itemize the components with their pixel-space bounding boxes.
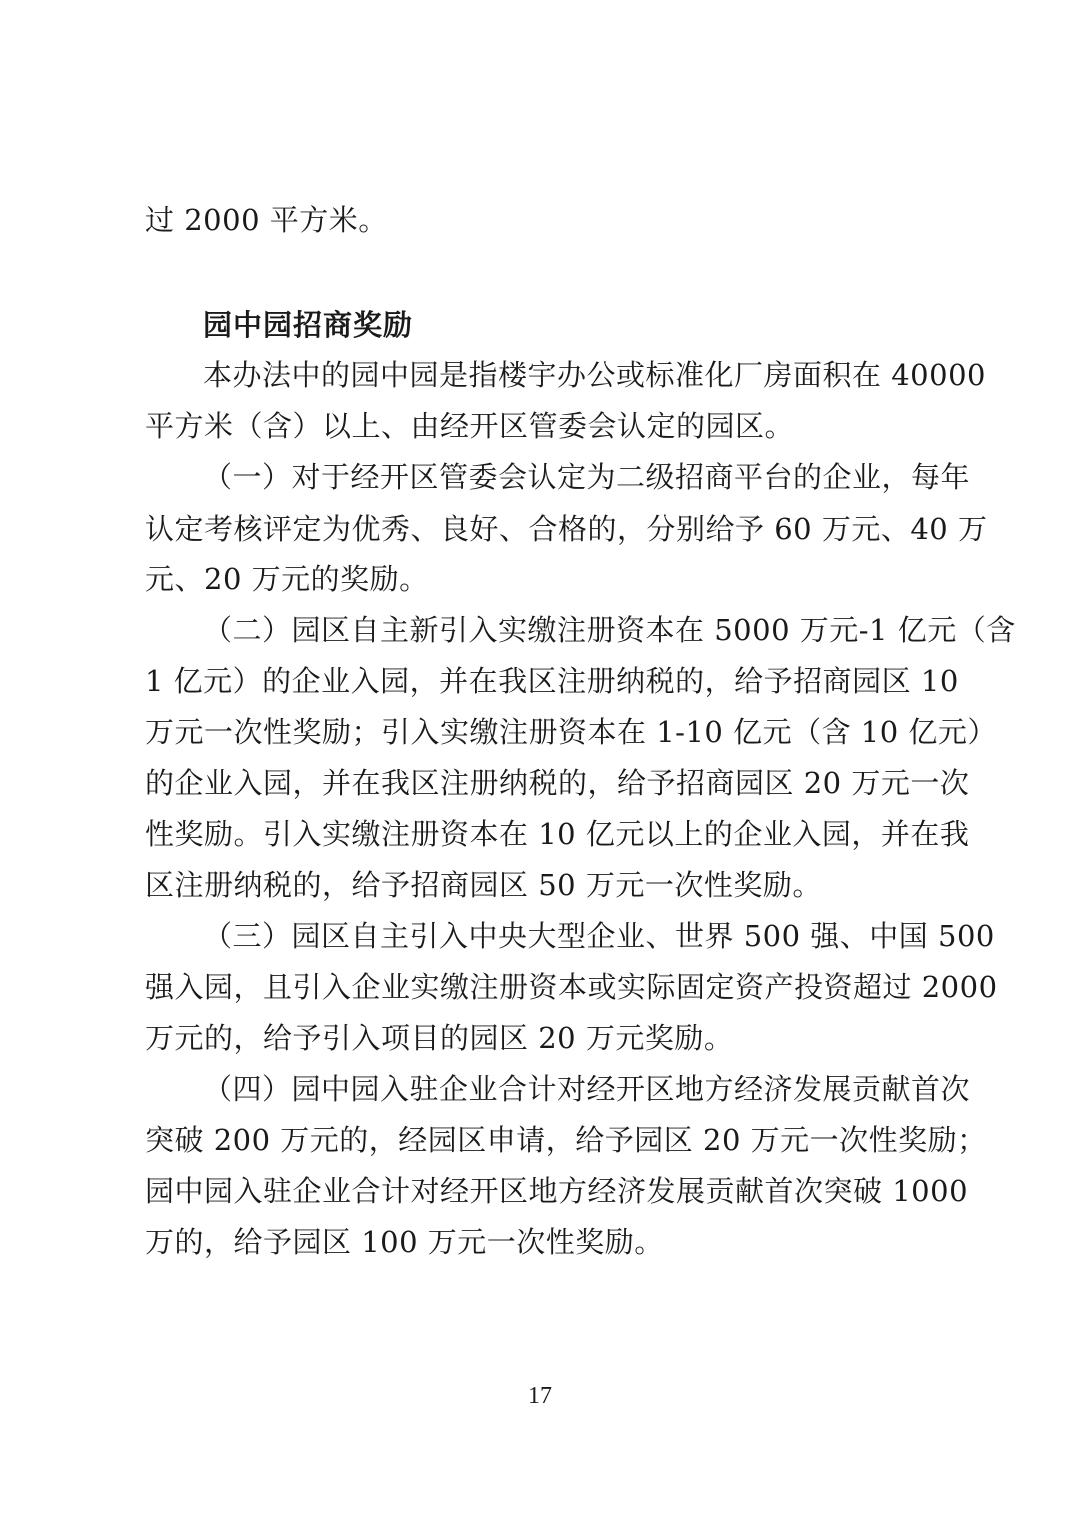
paragraph-line: 性奖励。引入实缴注册资本在 10 亿元以上的企业入园，并在我: [145, 817, 970, 851]
paragraph-line: 区注册纳税的，给予招商园区 50 万元一次性奖励。: [145, 868, 822, 902]
paragraph-line: 园中园入驻企业合计对经开区地方经济发展贡献首次突破 1000: [145, 1174, 969, 1208]
page-number: 17: [528, 1383, 552, 1409]
paragraph-line: （四）园中园入驻企业合计对经开区地方经济发展贡献首次: [203, 1072, 971, 1106]
paragraph-line: 万元的，给予引入项目的园区 20 万元奖励。: [145, 1021, 734, 1055]
paragraph-line: 本办法中的园中园是指楼宇办公或标准化厂房面积在 40000: [203, 358, 986, 392]
paragraph-line: 万元一次性奖励；引入实缴注册资本在 1-10 亿元（含 10 亿元）: [145, 715, 997, 749]
paragraph-line: 突破 200 万元的，经园区申请，给予园区 20 万元一次性奖励；: [145, 1123, 987, 1157]
paragraph-line: 的企业入园，并在我区注册纳税的，给予招商园区 20 万元一次: [145, 766, 970, 800]
continuation-line: 过 2000 平方米。: [145, 203, 388, 237]
paragraph-line: （二）园区自主新引入实缴注册资本在 5000 万元-1 亿元（含: [203, 613, 1016, 647]
paragraph-line: 认定考核评定为优秀、良好、合格的，分别给予 60 万元、40 万: [145, 512, 988, 546]
section-heading: 园中园招商奖励: [203, 308, 414, 342]
paragraph-line: 元、20 万元的奖励。: [145, 562, 429, 596]
paragraph-line: （三）园区自主引入中央大型企业、世界 500 强、中国 500: [203, 919, 995, 953]
paragraph-line: 1 亿元）的企业入园，并在我区注册纳税的，给予招商园区 10: [145, 664, 959, 698]
paragraph-line: 万的，给予园区 100 万元一次性奖励。: [145, 1225, 664, 1259]
paragraph-line: （一）对于经开区管委会认定为二级招商平台的企业，每年: [203, 460, 971, 494]
paragraph-line: 强入园，且引入企业实缴注册资本或实际固定资产投资超过 2000: [145, 970, 998, 1004]
paragraph-line: 平方米（含）以上、由经开区管委会认定的园区。: [145, 409, 795, 443]
